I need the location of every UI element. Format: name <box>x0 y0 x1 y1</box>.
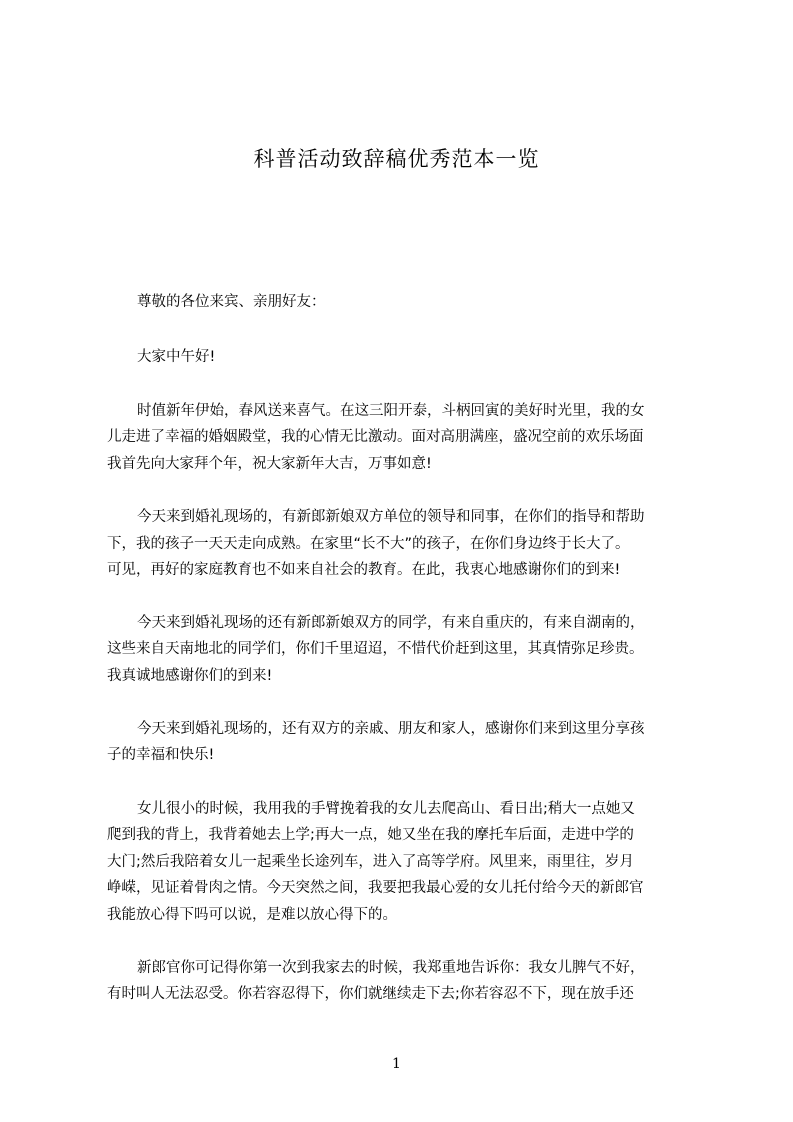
greeting: 大家中午好! <box>137 349 216 365</box>
paragraph-line: 峥嵘，见证着骨肉之情。今天突然之间，我要把我最心爱的女儿托付给今天的新郎官 <box>107 880 644 896</box>
paragraph-line: 今天来到婚礼现场的还有新郎新娘双方的同学，有来自重庆的，有来自湖南的， <box>137 615 645 631</box>
paragraph-line: 可见，再好的家庭教育也不如来自社会的教育。在此，我衷心地感谢你们的到来! <box>107 562 621 578</box>
paragraph-line: 子的幸福和快乐! <box>107 747 215 763</box>
paragraph-line: 今天来到婚礼现场的，有新郎新娘双方单位的领导和同事，在你们的指导和帮助 <box>137 509 645 525</box>
paragraph-line: 我首先向大家拜个年，祝大家新年大吉，万事如意! <box>107 456 432 472</box>
paragraph-line: 大门;然后我陪着女儿一起乘坐长途列车，进入了高等学府。风里来，雨里往，岁月 <box>107 854 634 870</box>
paragraph-line: 儿走进了幸福的婚姻殿堂，我的心情无比激动。面对高朋满座，盛况空前的欢乐场面 <box>107 429 644 445</box>
salutation: 尊敬的各位来宾、亲朋好友： <box>137 294 326 310</box>
paragraph-line: 时值新年伊始，春风送来喜气。在这三阳开泰，斗柄回寅的美好时光里，我的女 <box>137 403 645 419</box>
paragraph-line: 这些来自天南地北的同学们，你们千里迢迢，不惜代价赶到这里，其真情弥足珍贵。 <box>107 641 644 657</box>
paragraph-line: 我能放心得下吗可以说，是难以放心得下的。 <box>107 907 397 923</box>
paragraph-line: 新郎官你可记得你第一次到我家去的时候，我郑重地告诉你：我女儿脾气不好， <box>137 960 645 976</box>
paragraph-line: 爬到我的背上，我背着她去上学;再大一点，她又坐在我的摩托车后面，走进中学的 <box>107 827 634 843</box>
paragraph-line: 女儿很小的时候，我用我的手臂挽着我的女儿去爬高山、看日出;稍大一点她又 <box>137 801 635 817</box>
document-title: 科普活动致辞稿优秀范本一览 <box>253 147 540 171</box>
paragraph-line: 今天来到婚礼现场的，还有双方的亲戚、朋友和家人，感谢你们来到这里分享孩 <box>137 721 645 737</box>
paragraph-line: 有时叫人无法忍受。你若容忍得下，你们就继续走下去;你若容忍不下，现在放手还 <box>107 986 634 1002</box>
paragraph-line: 下，我的孩子一天天走向成熟。在家里“长不大”的孩子，在你们身边终于长大了。 <box>107 536 630 552</box>
paragraph-line: 我真诚地感谢你们的到来! <box>107 668 273 684</box>
page-number: 1 <box>392 1056 401 1072</box>
